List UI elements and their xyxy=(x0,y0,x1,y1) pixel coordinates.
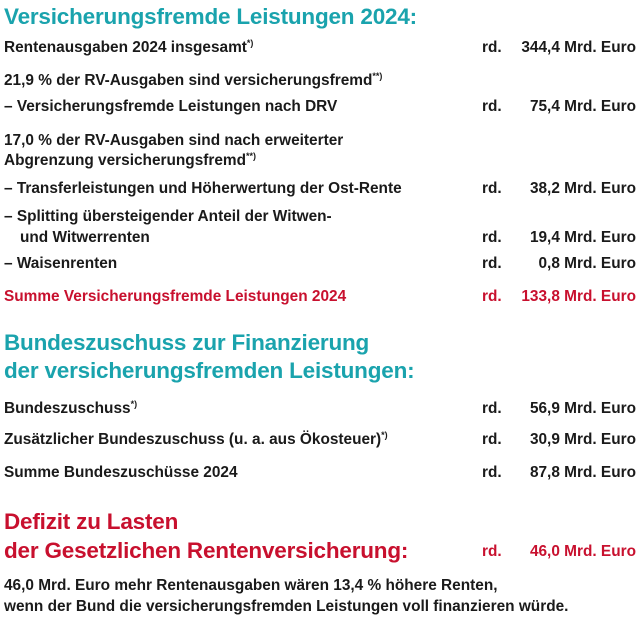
sum-versicherungsfremd-label: Summe Versicherungsfremde Leistungen 2024 xyxy=(4,288,347,305)
summe-bundeszuschuesse-rd: rd. xyxy=(482,464,502,481)
waisen-amount: 0,8 Mrd. Euro xyxy=(538,255,636,272)
heading-versicherungsfremde-leistungen: Versicherungsfremde Leistungen 2024: xyxy=(4,4,417,29)
sum-versicherungsfremd-amount: 133,8 Mrd. Euro xyxy=(521,288,636,305)
heading-defizit-line2: der Gesetzlichen Rentenversicherung: xyxy=(4,538,409,563)
transfer-rd: rd. xyxy=(482,180,502,197)
rentenausgaben-rd: rd. xyxy=(482,39,502,56)
zusaetzlicher-bundeszuschuss-label: Zusätzlicher Bundeszuschuss (u. a. aus Ökosteuer)*) xyxy=(4,430,388,448)
zusaetzlicher-bundeszuschuss-amount: 30,9 Mrd. Euro xyxy=(529,431,636,448)
bundeszuschuss-amount: 56,9 Mrd. Euro xyxy=(529,400,636,417)
drv-rd: rd. xyxy=(482,98,502,115)
defizit-amount: 46,0 Mrd. Euro xyxy=(529,543,636,560)
rentenausgaben-label: Rentenausgaben 2024 insgesamt*) xyxy=(4,38,254,56)
defizit-rd: rd. xyxy=(482,543,502,560)
splitting-amount: 19,4 Mrd. Euro xyxy=(529,229,636,246)
waisen-label: – Waisenrenten xyxy=(4,255,118,272)
summe-bundeszuschuesse-amount: 87,8 Mrd. Euro xyxy=(529,464,636,481)
heading-bundeszuschuss-line1: Bundeszuschuss zur Finanzierung xyxy=(4,330,370,355)
transfer-amount: 38,2 Mrd. Euro xyxy=(529,180,636,197)
drv-amount: 75,4 Mrd. Euro xyxy=(529,98,636,115)
splitting-label-line1: – Splitting übersteigender Anteil der Witwen- xyxy=(4,208,332,225)
drv-label: – Versicherungsfremde Leistungen nach DRV xyxy=(4,98,338,115)
rentenausgaben-amount: 344,4 Mrd. Euro xyxy=(521,39,636,56)
drv-intro: 21,9 % der RV-Ausgaben sind versicherungsfremd**) xyxy=(4,71,383,89)
ext-intro-line2: Abgrenzung versicherungsfremd**) xyxy=(4,151,257,169)
ext-intro-line1: 17,0 % der RV-Ausgaben sind nach erweiterter xyxy=(4,132,344,149)
splitting-rd: rd. xyxy=(482,229,502,246)
transfer-label: – Transferleistungen und Höherwertung der Ost-Rente xyxy=(4,180,402,197)
splitting-label-line2: und Witwerrenten xyxy=(20,229,150,246)
sum-versicherungsfremd-rd: rd. xyxy=(482,288,502,305)
heading-bundeszuschuss-line2: der versicherungsfremden Leistungen: xyxy=(4,358,415,383)
bundeszuschuss-rd: rd. xyxy=(482,400,502,417)
bundeszuschuss-label: Bundeszuschuss*) xyxy=(4,399,138,417)
summe-bundeszuschuesse-label: Summe Bundeszuschüsse 2024 xyxy=(4,464,238,481)
heading-defizit-line1: Defizit zu Lasten xyxy=(4,509,179,534)
footnote-line1: 46,0 Mrd. Euro mehr Rentenausgaben wären 13,4 % höhere Renten, xyxy=(4,577,498,594)
footnote-line2: wenn der Bund die versicherungsfremden Leistungen voll finanzieren würde. xyxy=(4,598,569,615)
waisen-rd: rd. xyxy=(482,255,502,272)
zusaetzlicher-bundeszuschuss-rd: rd. xyxy=(482,431,502,448)
